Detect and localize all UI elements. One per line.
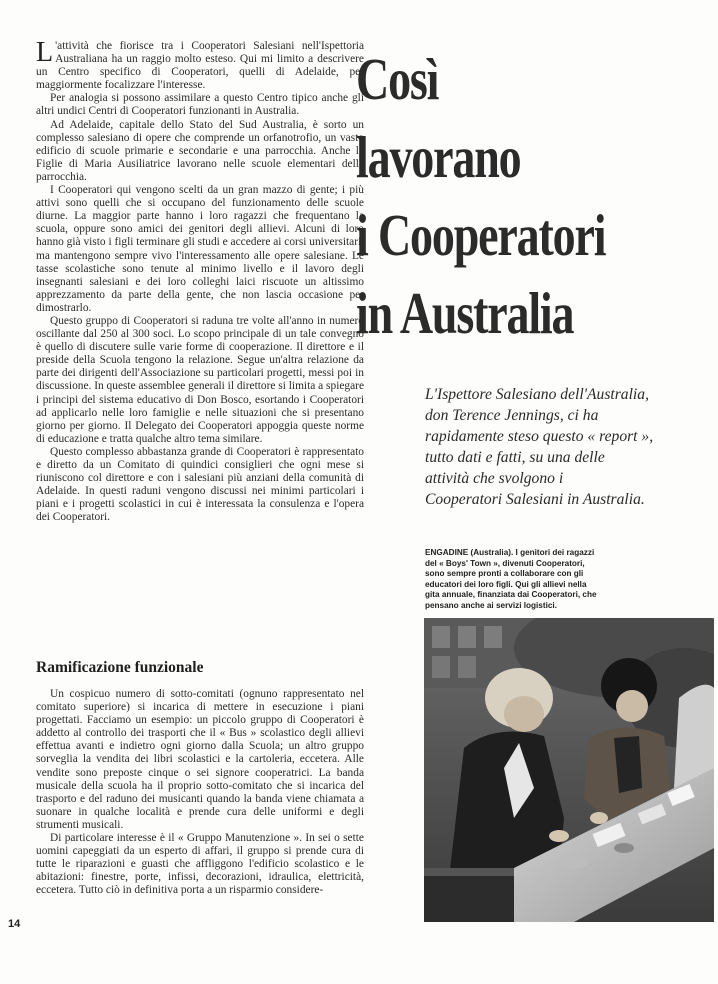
- caption-line: sono sempre pronti a collaborare con gli: [425, 569, 584, 579]
- article-photo: [424, 618, 714, 922]
- intro-line: attività che svolgono i: [425, 470, 564, 487]
- intro-line: Cooperatori Salesiani in Australia.: [425, 491, 645, 508]
- article-intro: [425, 384, 715, 510]
- section-body-column: [36, 688, 364, 898]
- page-number: 14: [8, 918, 21, 930]
- article-paragraph: Di particolare interesse è il « Gruppo Manutenzione ». In sei o sette uomini capeggiati da un esperto di affari, il gruppo si prende cura di tutte le riparazioni e guasti che affliggono l'edificio scolastico e le abitazioni: finestre, porte, infissi, decorazioni, idraulica, elettricità, eccetera. Tutto ciò in definitiva porta a un risparmio considere-: [36, 832, 364, 897]
- article-headline: [356, 40, 716, 352]
- section-heading: Ramificazione funzionale: [36, 659, 204, 676]
- article-paragraph: Per analogia si possono assimilare a questo Centro tipico anche gli altri undici Centri di Cooperatori funzionanti in Australia.: [36, 92, 364, 118]
- headline-line: in Australia: [356, 280, 574, 346]
- headline-line: i Cooperatori: [356, 202, 606, 268]
- intro-line: tutto dati e fatti, su una delle: [425, 449, 605, 466]
- caption-line: del « Boys' Town », divenuti Cooperatori,: [425, 558, 585, 568]
- article-paragraph: L 'attività che fiorisce tra i Cooperatori Salesiani nell'Ispettoria Australiana ha un raggio molto esteso. Qui mi limito a descrivere un Centro specifico di Cooperatori, quelli di Adelaide, per maggiormente focalizzare l'interesse.: [36, 37, 364, 92]
- headline-line: Così: [356, 46, 439, 112]
- article-paragraph: Questo complesso abbastanza grande di Cooperatori è rappresentato e diretto da un Comitato di quindici consiglieri che ogni mese si riuniscono col direttore e con i salesiani più anziani della comunità di Adelaide. In questi raduni vengono discussi nei minimi particolari i piani e i progetti scolastici in cui è interessata la consulenza e l'opera dei Cooperatori.: [36, 445, 364, 524]
- caption-line: pensano anche ai servizi logistici.: [425, 600, 557, 610]
- caption-line: gita annuale, finanziata dai Cooperatori, che: [425, 590, 597, 600]
- article-paragraph: Un cospicuo numero di sotto-comitati (ognuno rappresentato nel comitato superiore) si incarica di mettere in esecuzione i piani progettati. Facciamo un esempio: un piccolo gruppo di Cooperatori è addetto al controllo dei trasporti che il « Bus » scolastico degli allievi effettua avanti e indietro ogni giorno dalla Scuola; un altro gruppo sorveglia la vendita dei libri scolastici e la cartoleria, eccetera. Alle vendite sono preposte cinque o sei signore cooperatrici. La banda musicale della scuola ha il proprio sotto-comitato che si incarica del trasporto e del raduno dei musicanti quando la banda viene chiamata a suonare in qualche località e prende cura delle uniformi e degli strumenti musicali.: [36, 688, 364, 831]
- article-body-column: [36, 37, 365, 524]
- headline-line: lavorano: [356, 124, 521, 190]
- intro-line: L'Ispettore Salesiano dell'Australia,: [425, 386, 649, 403]
- caption-line: ENGADINE (Australia). I genitori dei ragazzi: [425, 548, 595, 557]
- article-paragraph: Ad Adelaide, capitale dello Stato del Sud Australia, è sorto un complesso salesiano di opere che comprende un orfanotrofio, un vasto edificio di scuole primarie e secondarie e una parrocchia. Anche le Figlie di Maria Ausiliatrice lavorano nelle scuole elementari della parrocchia.: [36, 118, 364, 183]
- article-paragraph: I Cooperatori qui vengono scelti da un gran mazzo di gente; i più attivi sono quelli che si occupano del funzionamento delle scuole diurne. La maggior parte hanno i loro ragazzi che frequentano la scuola, oppure sono amici dei genitori degli allievi. Alcuni di loro hanno già visto i figli terminare gli studi e accedere ai corsi universitari, ma mantengono sempre vivo l'interessamento alle opere salesiane. Le tasse scolastiche sono tenute al minimo livello e il lavoro degli insegnanti salesiani e dei loro colleghi laici riscuote un altissimo apprezzamento da parte della gente, che non lascia occasione per dimostrarlo.: [36, 184, 365, 314]
- caption-line: educatori dei loro figli. Qui gli allievi nella: [425, 579, 587, 589]
- intro-line: rapidamente steso questo « report »,: [425, 428, 654, 445]
- intro-line: don Terence Jennings, ci ha: [425, 407, 599, 424]
- photo-illustration: [424, 618, 714, 922]
- photo-caption: [425, 548, 715, 612]
- article-paragraph: Questo gruppo di Cooperatori si raduna tre volte all'anno in numero oscillante dal 250 al 300 soci. Lo scopo principale di un tale convegno è quello di discutere sulle varie forme di cooperazione. Il direttore e il preside della Scuola tengono la relazione. Segue un'altra relazione da parte dei dirigenti dell'Associazione su particolari progetti, messi poi in discussione. In queste assemblee generali il direttore si limita a spiegare i principi del sistema educativo di Don Bosco, esortando i Cooperatori ad applicarlo nelle loro famiglie e nelle situazioni che si presentano giorno per giorno. Il Delegato dei Cooperatori appoggia queste norme di educazione e tratta qualche altro tema similare.: [36, 314, 365, 445]
- drop-cap: L: [36, 37, 54, 68]
